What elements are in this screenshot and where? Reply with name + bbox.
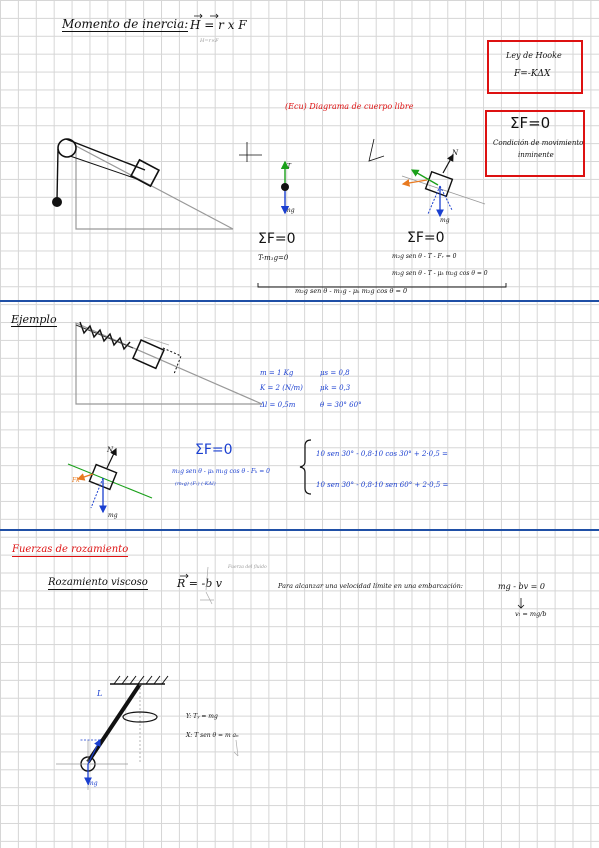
param-dl: Δl = 0,5m [260, 401, 296, 409]
label-N: N [452, 149, 459, 157]
section2-calc2: 10 sen 30° - 0,8·10 sen 60° + 2·0,5 = [316, 481, 449, 489]
hooke-formula: F=-KΔX [514, 69, 551, 79]
section2-eq1-den: (m₁g) (Fᵣ) (-KΔl) [175, 481, 216, 487]
param-mus: μs = 0,8 [320, 369, 350, 377]
equation-bracket [258, 283, 506, 287]
section2-free-body [68, 446, 152, 512]
param-k: K = 2 (N/m) [260, 384, 303, 392]
condition-text2: inminente [518, 151, 554, 159]
section3-eq-x: X: T sen θ = m aₙ [186, 732, 239, 739]
section3-title: Fuerzas de rozamiento [12, 544, 129, 555]
section2-label-N: N [107, 446, 114, 454]
eq-right1: m₂g sen θ - T - Fᵣ = 0 [392, 253, 457, 260]
sumF-left: ΣF=0 [258, 231, 296, 247]
eq-bottom: m₂g sen θ - m₁g - μₖ m₂g cos θ = 0 [295, 287, 408, 295]
section3-text: Para alcanzar una velocidad límite en una embarcación: [278, 582, 463, 590]
section3-eq1: mg - bv = 0 [498, 582, 546, 591]
section3-eq-y: Y: Tᵧ = mg [186, 713, 218, 720]
eq-left: T-m₁g=0 [258, 254, 289, 262]
section1-formula-sub: H=r×F [200, 38, 219, 44]
section2-sumF: ΣF=0 [195, 442, 233, 458]
section3-formula: R = -b v [177, 577, 222, 590]
param-m: m = 1 Kg [260, 369, 294, 377]
condition-sumF: ΣF=0 [510, 114, 551, 132]
axes-sketches [239, 139, 384, 162]
vector-arrow-marks [180, 14, 218, 578]
section2-title: Ejemplo [11, 313, 57, 326]
section2-label-mg: mg [108, 512, 118, 519]
implies-arrow [518, 598, 524, 608]
section3-label-L: L [97, 689, 103, 698]
conical-pendulum-diagram [56, 676, 238, 790]
incline-pulley-diagram [52, 139, 233, 229]
section2-label-F: Fk [72, 477, 80, 484]
section1-title: Momento de inercia: [62, 17, 189, 31]
label-mg-2: mg [440, 217, 450, 224]
param-theta: θ = 30° 60° [320, 401, 362, 409]
spring-incline-diagram [76, 322, 262, 404]
section3-subtitle: Rozamiento viscoso [48, 577, 148, 588]
section3-eq2: vₗ = mg/b [515, 610, 547, 618]
section2-eq1: m₁g sen θ - μₖ m₁g cos θ - Fₖ = 0 [172, 468, 270, 475]
param-muk: μk = 0,3 [320, 384, 351, 392]
condition-text1: Condición de movimiento [493, 139, 584, 147]
free-body-incline [402, 155, 485, 216]
section3-formula-note: Fuerza del fluido [228, 565, 267, 570]
section1-formula: H = r x F [190, 18, 247, 32]
equations-brace [300, 440, 311, 494]
fluid-sketch [200, 567, 214, 604]
diagram-title: (Ecu) Diagrama de cuerpo libre [285, 102, 414, 111]
section2-calc1: 10 sen 30° - 0,8·10 cos 30° + 2·0,5 = [316, 450, 448, 458]
hooke-title: Ley de Hooke [506, 51, 562, 60]
label-mg-1: mg [285, 207, 295, 214]
section3-label-mg: mg [88, 780, 98, 787]
sumF-right: ΣF=0 [407, 230, 445, 246]
label-T: T [287, 163, 292, 170]
eq-right2: m₂g sen θ - T - μₖ m₂g cos θ = 0 [392, 270, 488, 277]
